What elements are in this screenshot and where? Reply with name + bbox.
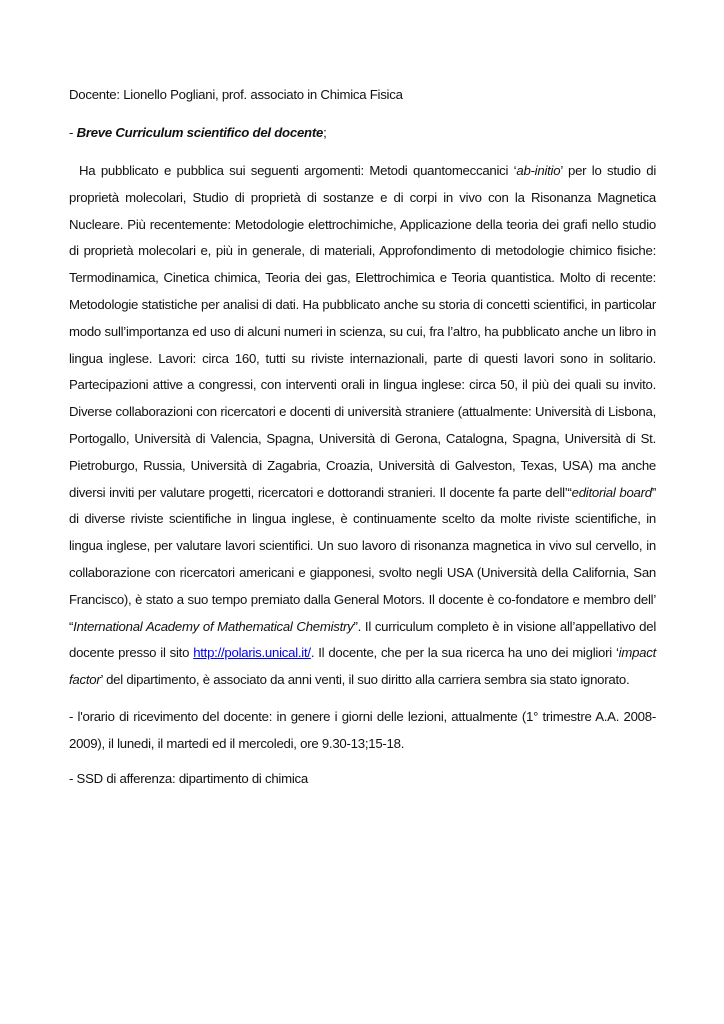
italic-academy-name: International Academy of Mathematical Chemistry xyxy=(73,618,354,634)
italic-impact-factor: impact factor xyxy=(69,645,656,688)
italic-ab-initio: ab-initio xyxy=(516,163,561,178)
body-text-1: Ha pubblicato e pubblica sui seguenti argomenti: Metodi quantomeccanici ‘ xyxy=(79,163,517,178)
body-text-4: ”. Il curriculum completo è in visione all’appellativo del docente presso il sito xyxy=(69,618,656,661)
curriculum-heading xyxy=(69,122,656,144)
body-text-6: ’ del dipartimento, è associato da anni venti, il suo diritto alla carriera sembra sia stato ignorato. xyxy=(100,672,630,688)
polaris-link[interactable]: http://polaris.unical.it/ xyxy=(193,645,311,661)
body-text-5: . Il docente, che per la sua ricerca ha uno dei migliori ‘ xyxy=(310,645,619,661)
document-page xyxy=(69,84,656,790)
heading-title: Breve Curriculum scientifico del docente xyxy=(76,125,324,140)
body-text-3: ” di diverse riviste scientifiche in lingua inglese, è continuamente scelto da molte riviste scientifiche, in lingua inglese, per valutare lavori scientifici. Un suo lavoro di risonanza magnetica in vivo sul cervello, in collaborazione con ricercatori americani e giapponesi, svolto negli USA (Università della California, San Francisco), è stato a suo tempo premiato dalla General Motors. Il docente è co-fondatore e membro dell’ “ xyxy=(69,484,656,634)
curriculum-body xyxy=(69,158,656,694)
italic-editorial-board: editorial board xyxy=(571,484,652,500)
body-text-2: ’ per lo studio di proprietà molecolari, Studio di proprietà di sostanze e di corpi in vivo con la Risonanza Magnetica Nucleare. Più recentemente: Metodologie elettrochimiche, Applicazione della teoria dei grafi nello studio di proprietà molecolari e, più in generale, di materiali, Approfondimento di metodologie chimico fisiche: Termodinamica, Cinetica chimica, Teoria dei gas, Elettrochimica e Teoria quantistica. Molto di recente: Metodologie statistiche per analisi di dati. Ha pubblicato anche su storia di concetti scientifici, in particolar modo sull’importanza ed uso di alcuni numeri in scienza, su cui, fra l’altro, ha pubblicato anche un libro in lingua inglese. Lavori: circa 160, tutti su riviste internazionali, parte di questi lavori sono in solitario. Partecipazioni attive a congressi, con interventi orali in lingua inglese: circa 50, il più dei quali su invito. Diverse collaborazioni con ricercatori e docenti di università straniere (attualmente: Università di Lisbona, Portogallo, Università di Valencia, Spagna, Università di Gerona, Catalogna, Spagna, Università di St. Pietroburgo, Russia, Università di Zagabria, Croazia, Università di Galveston, Texas, USA) ma anche diversi inviti per valutare progetti, ricercatori e dottorandi stranieri. Il docente fa parte dell’“ xyxy=(69,163,656,500)
office-hours-line: - l'orario di ricevimento del docente: in genere i giorni delle lezioni, attualmente (1° trimestre A.A. 2008-2009), il lunedi, il martedi ed il mercoledi, ore 9.30-13;15-18. xyxy=(69,708,656,751)
ssd-line: - SSD di afferenza: dipartimento di chimica xyxy=(69,770,308,786)
docente-line: Docente: Lionello Pogliani, prof. associato in Chimica Fisica xyxy=(69,87,403,102)
heading-suffix: ; xyxy=(323,125,327,140)
heading-prefix: - xyxy=(69,125,77,140)
